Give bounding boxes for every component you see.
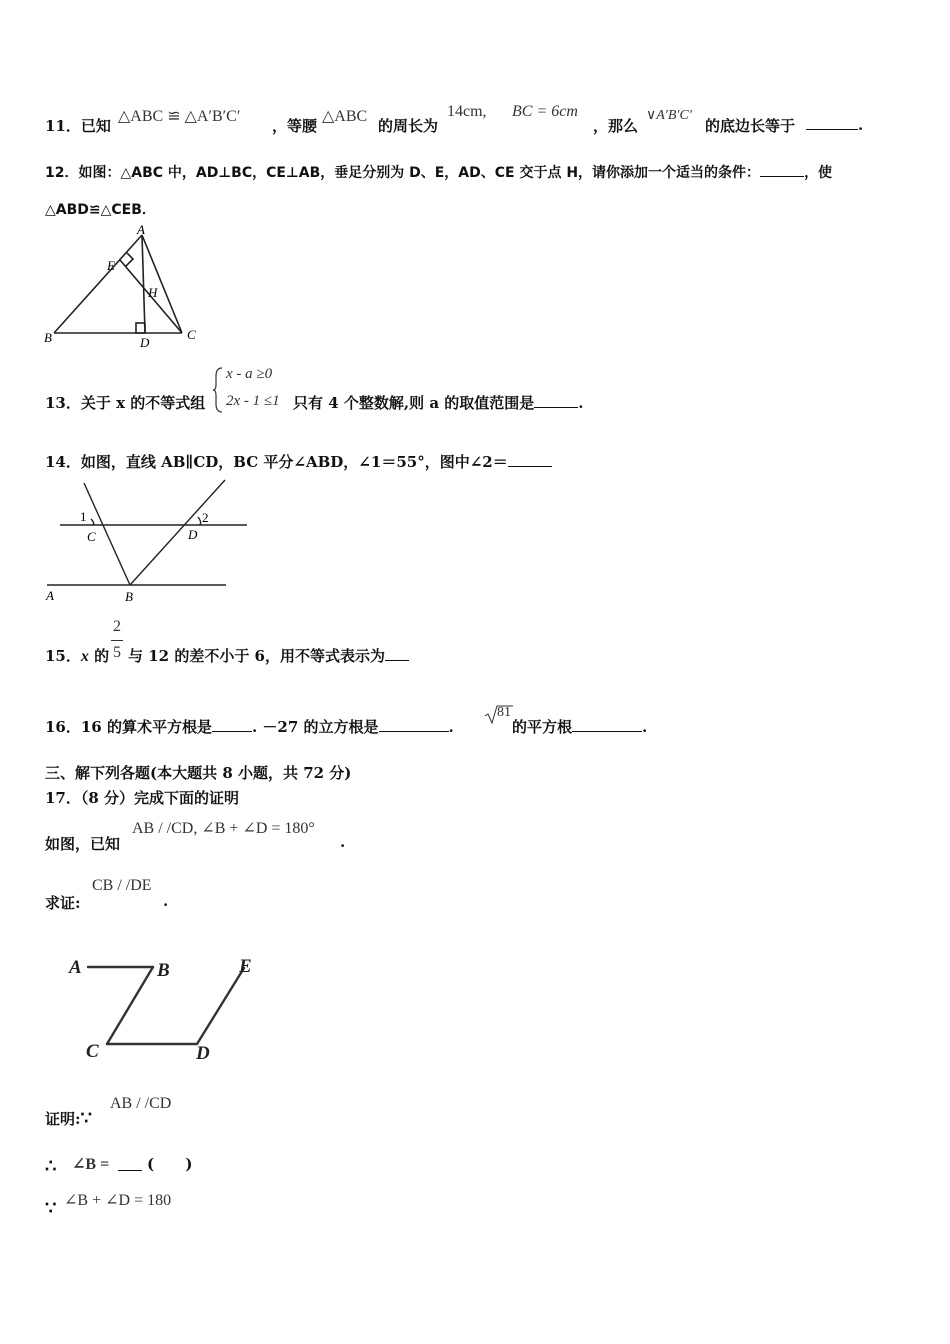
- q12-answer-blank[interactable]: [760, 162, 804, 177]
- q12-text-1: 如图：△ABC 中，AD⊥BC，CE⊥AB，垂足分别为 D、E，AD、CE 交于点 H，请你添加一个适当的条件：: [78, 165, 761, 181]
- q17-prove-math: CB / /DE: [92, 877, 152, 894]
- q17-given-label: 如图，已知: [45, 835, 121, 853]
- q14-number: 14．: [45, 453, 81, 471]
- q14-label-c: C: [87, 529, 96, 544]
- q15-text-1: 的: [94, 647, 110, 665]
- q12-triangle-figure: [40, 225, 205, 350]
- q16-line-start: [45, 716, 454, 737]
- q11-text-1: 已知: [80, 117, 111, 135]
- q15-fraction-bar: [111, 640, 123, 641]
- q14-label-b: B: [125, 589, 133, 604]
- q13-end: .: [578, 394, 584, 412]
- q14-answer-blank[interactable]: [508, 452, 552, 467]
- q14-label-2: 2: [202, 510, 209, 525]
- q13-number: 13．: [45, 394, 81, 412]
- q11-text-3: 的周长为: [378, 117, 439, 135]
- q12-line-2: △ABD≌△CEB．: [45, 202, 156, 218]
- q16-text-3: .: [448, 718, 454, 736]
- q16-answer-blank-3[interactable]: [572, 717, 642, 732]
- q12-number: 12．: [45, 165, 79, 181]
- q14-parallel-lines-figure: [40, 475, 255, 610]
- q13-inequality-1: x - a ≥0: [226, 366, 273, 382]
- q12-label-c: C: [187, 327, 196, 342]
- q15-fraction-denominator: 5: [113, 644, 121, 661]
- q16-text-1: 16 的算术平方根是: [80, 718, 212, 736]
- q17-because-2: ∵: [45, 1198, 57, 1219]
- q14-label-d: D: [188, 527, 198, 542]
- q17-segment-bc: [107, 967, 153, 1044]
- q16-radicand: 81: [497, 705, 511, 720]
- q17-step-3-math: ∠B + ∠D = 180: [64, 1192, 172, 1209]
- q12-right-angle-e: [126, 253, 133, 266]
- q17-label-e: E: [239, 956, 252, 977]
- q14-angle-2-arc: [198, 517, 201, 525]
- q11-congruence: △ABC ≌ △A′B′C′: [118, 108, 241, 125]
- q13-answer-blank[interactable]: [534, 393, 578, 408]
- q12-line-1: [45, 162, 832, 182]
- q17-step-2-blank[interactable]: [118, 1156, 142, 1175]
- q11-text-5: 的底边长等于: [705, 117, 796, 135]
- q17-label-d: D: [196, 1043, 210, 1064]
- q17-title: 17．（8 分）完成下面的证明: [45, 789, 240, 807]
- q11-text-4: ，那么: [593, 117, 639, 135]
- q16-number: 16．: [45, 718, 81, 736]
- q17-because-1: ∵: [80, 1108, 92, 1129]
- q17-step-2-reason[interactable]: ( ): [147, 1155, 193, 1173]
- q17-label-c: C: [86, 1041, 99, 1062]
- q11-triangle-prime: ∨A′B′C′: [646, 108, 692, 123]
- q16-answer-blank-2[interactable]: [379, 717, 449, 732]
- q13-brace: [212, 366, 224, 414]
- q17-label-a: A: [69, 957, 82, 978]
- q16-answer-blank-1[interactable]: [212, 717, 252, 732]
- q15-number: 15．: [45, 647, 81, 665]
- q15-variable-x: x: [80, 648, 89, 665]
- q14-label-1: 1: [80, 509, 87, 524]
- q13-inequality-2: 2x - 1 ≤1: [226, 393, 280, 409]
- q15-line-end: [128, 645, 409, 666]
- section-3-heading: 三、解下列各题(本大题共 8 小题，共 72 分): [45, 764, 352, 782]
- q11-answer-blank[interactable]: [806, 115, 863, 134]
- q17-label-b: B: [157, 960, 170, 981]
- q14-angle-1-arc: [91, 519, 94, 525]
- q16-line-end: [512, 716, 647, 737]
- q15-line-start: [45, 645, 109, 666]
- q12-altitude-ad: [142, 235, 145, 333]
- q17-therefore-symbol: ∴: [45, 1156, 57, 1177]
- q14-line-bd: [130, 480, 225, 585]
- q17-prove-label: 求证:: [45, 894, 81, 912]
- q12-side-ac: [142, 235, 182, 333]
- q16-text-2: . －27 的立方根是: [251, 718, 379, 736]
- q17-given-math: AB / /CD, ∠B + ∠D = 180°: [132, 820, 315, 837]
- q14-label-a: A: [46, 588, 54, 603]
- q12-text-end: ，使: [804, 165, 833, 181]
- q12-label-e: E: [107, 258, 115, 273]
- q17-segment-de: [197, 968, 244, 1044]
- q13-text-2-line: [293, 392, 584, 413]
- q11-triangle: △ABC: [322, 108, 368, 125]
- q11-perimeter: 14cm,: [447, 103, 487, 120]
- q11-line: [45, 115, 111, 136]
- q13-text-2: 只有 4 个整数解,则 a 的取值范围是: [293, 394, 535, 412]
- q14-text: 如图，直线 AB∥CD，BC 平分∠ABD，∠1＝55°，图中∠2＝: [80, 453, 508, 471]
- q17-step-1-math: AB / /CD: [110, 1095, 172, 1112]
- q12-right-angle-d: [136, 323, 145, 333]
- q11-bc-length: BC = 6cm: [512, 103, 578, 120]
- q15-text-2: 与 12 的差不小于 6，用不等式表示为: [128, 647, 385, 665]
- q17-proof-line-1: [45, 1108, 92, 1129]
- q11-number: 11．: [45, 117, 81, 135]
- q17-given-end: .: [340, 833, 346, 851]
- q17-proof-label: 证明:: [45, 1110, 81, 1128]
- q17-zigzag-figure: [55, 945, 270, 1075]
- q13-intro: [45, 392, 205, 413]
- q16-text-4: 的平方根: [512, 718, 573, 736]
- q16-end: .: [642, 718, 648, 736]
- q12-label-d: D: [140, 335, 150, 350]
- q12-label-h: H: [148, 285, 158, 300]
- q12-label-a: A: [137, 225, 145, 237]
- q15-answer-blank[interactable]: [385, 646, 409, 661]
- q12-side-ab: [54, 235, 142, 333]
- q11-end: .: [858, 116, 864, 134]
- q14-line: [45, 451, 552, 472]
- q17-step-2-math: ∠B =: [72, 1156, 110, 1173]
- q17-prove-end: .: [163, 892, 169, 910]
- q13-text-1: 关于 x 的不等式组: [80, 394, 206, 412]
- q15-fraction-numerator: 2: [113, 618, 121, 635]
- q12-label-b: B: [44, 330, 52, 345]
- q11-text-2: ，等腰: [272, 117, 318, 135]
